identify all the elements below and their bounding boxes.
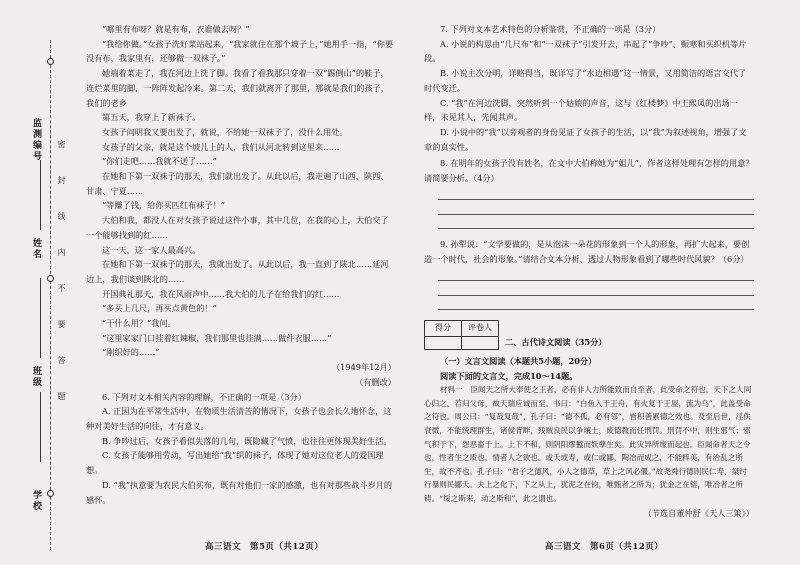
binding-strip bbox=[0, 0, 76, 565]
question-7-option-c[interactable]: C. “我”在河边洗脚，突然听到一个姑娘的声音，这与《红楼梦》中王熙凤的出场一样，未见其人，先闻其声。 bbox=[424, 97, 738, 123]
story-paragraph: “多买上几尺，再买点黄色的！” bbox=[102, 303, 217, 314]
material-attribution: （节选自董仲舒《天人三策》） bbox=[643, 507, 754, 518]
answer-line[interactable] bbox=[438, 200, 754, 215]
question-7-option-b[interactable]: B. 小说主次分明，详略得当，既详写了“水边相遇”这一情景，又用简洁的语言交代了时代变迁。 bbox=[424, 68, 747, 93]
page-5-footer: 高三语文 第5页（共12页） bbox=[205, 542, 324, 552]
question-6-stem: 6. 下列对文本相关内容的理解，不正确的一项是（3分） bbox=[102, 391, 306, 402]
page-6-footer: 高三语文 第6页（共12页） bbox=[545, 542, 664, 552]
story-paragraph: “干什么用？”我问。 bbox=[102, 318, 176, 329]
name-label: 姓名 bbox=[31, 238, 41, 260]
score-table bbox=[424, 320, 499, 350]
story-paragraph: “你们走吧……我就不送了……” bbox=[102, 156, 217, 167]
story-paragraph: 这一天，这一家人最高兴。 bbox=[102, 244, 201, 255]
school-label: 学校 bbox=[31, 490, 41, 512]
answer-line[interactable] bbox=[438, 296, 754, 311]
classical-text-material: 材料一 臣闻天之所大奉使之王者，必有非人力所能致而自至者，此受命之符也。天下之人同心归之，若归父母，故天瑞应诚而至。书曰：“白鱼入于王舟，有火复于王屋，流为乌”，此盖受命之符也。周公曰：“复哉复哉”，孔子曰：“德不孤，必有邻”，皆积善累德之效也。及至后世，淫佚衰微，不能统理群生，诸侯背畔，残贼良民以争壤土，废德教而任刑罚。刑罚不中，则生邪气；邪气积于下，怨恶畜于上。上下不和，则阴阳缪盭而妖孽生矣。此灾异所缘而起也。臣闻命者天之令也，性者生之质也，情者人之欲也。或夭或寿，或仁或鄙，陶冶而成之，不能粹美，有治乱之所生，故不齐也。孔子曰：“君子之德风，小人之德草，草上之风必偃。”故尧舜行德则民仁寿，桀纣行暴则民鄙夭。夫上之化下，下之从上，犹泥之在钧，唯甄者之所为；犹金之在镕，唯冶者之所铸。“绥之斯来，动之斯和”，此之谓也。 bbox=[424, 385, 752, 503]
story-paragraph: “等赚了钱，给你买匹红布袜子！” bbox=[102, 200, 225, 211]
story-paragraph: 她端着菜走了，我在河边上洗了脚。我看了看我那只穿着一双“踢倒山”的鞋子，连烂菜里的脚，一阵阵发起冷来。第二天，我们就离开了那里，那就是我们的孩子，我们的老乡 bbox=[86, 68, 389, 108]
seal-line-notice: 密封线内不要答题 bbox=[57, 140, 66, 428]
section-2-title: 二、古代诗文阅读（35分） bbox=[505, 337, 607, 348]
name-line[interactable] bbox=[40, 278, 41, 358]
answer-line[interactable] bbox=[438, 215, 754, 230]
story-paragraph: 在她和下第一双袜子的那天，我就出发了。从此以后，我一直到了陕北……延河边上，我们谈到陕北的…… bbox=[86, 259, 389, 284]
grader-label: 评卷人 bbox=[462, 321, 499, 337]
story-paragraph: 女孩子的父亲，就是这个坡儿上的人，我们从河北转到这里来…… bbox=[102, 141, 340, 152]
story-paragraph: “刚织好的……” bbox=[102, 347, 160, 358]
question-7-stem: 7. 下列对文本艺术特色的分析鉴赏，不正确的一项是（3分） bbox=[440, 24, 661, 34]
punch-hole bbox=[47, 275, 54, 282]
story-paragraph: 在她和下第一双袜子的那天，我们就出发了。从此以后，我走遍了山西、陕西、甘肃、宁夏…… bbox=[86, 171, 389, 196]
question-7-option-d[interactable]: D. 小说中的“我”以旁观者的身份见证了女孩子的生活，以“我”为叙述视角，增强了文章的真实性。 bbox=[424, 126, 747, 152]
question-8-stem: 8. 在明年的女孩子没有姓名，在文中大伯称她为“姐儿”，作者这样处理有怎样的用意？请简要分析。（4分） bbox=[424, 158, 754, 184]
question-6-option-a[interactable]: A. 正因为在平常生活中，在物质生活清苦的情况下，女孩子也会长久地怀念，这种对美好生活的向往，才有意义。 bbox=[86, 406, 392, 431]
question-6-option-b[interactable]: B. 争吵过后，女孩子看似失落的几句，既隐藏了气愤，也往往更体现美好生活。 bbox=[102, 435, 392, 446]
story-paragraph: 开国典礼那天，我在风雨声中……我大伯的儿子在给我们的红…… bbox=[102, 288, 340, 299]
story-paragraph: “哪里有布呀？就是有布，衣谁做去呀？” bbox=[102, 24, 250, 34]
right-page bbox=[424, 22, 754, 520]
class-line[interactable] bbox=[40, 392, 41, 462]
class-label: 班级 bbox=[31, 366, 41, 388]
score-label: 得分 bbox=[425, 321, 462, 337]
subsection-title: （一）文言文阅读（本题共5小题，20分） bbox=[440, 355, 597, 366]
story-paragraph: 女孩子问明我又要出发了，就说，不给她一双袜子了，没什么用处。 bbox=[102, 126, 348, 137]
section-header bbox=[424, 320, 754, 350]
story-source-note: （有删改） bbox=[355, 376, 396, 387]
story-paragraph: 第五天，我穿上了新袜子。 bbox=[102, 112, 201, 123]
story-date: （1949年12月） bbox=[331, 362, 396, 373]
story-paragraph: “我给你做。”女孩子洗好菜站起来，“我家就住在那个坡子上，”她用手一指，“你要没有布，我家里有，还够做一双袜子。” bbox=[86, 38, 394, 64]
story-paragraph: “这里家家门口挂着红辣椒，我们那里也挂满……做件衣服……” bbox=[102, 332, 332, 343]
punch-hole bbox=[47, 490, 54, 497]
answer-line[interactable] bbox=[438, 186, 754, 201]
exam-number-label: 监测编号 bbox=[31, 118, 41, 162]
punch-hole bbox=[47, 58, 54, 65]
grader-cell[interactable] bbox=[462, 336, 499, 349]
answer-line[interactable] bbox=[438, 281, 754, 296]
question-9-stem: 9. 孙犁说：“文学要做的，是从泡沫一朵花的形象到一个人的形象，再扩大起来，要创造一个时代，社会的形象。”请结合文本分析，透过人物形象看到了哪些时代风貌？（6分） bbox=[424, 239, 750, 264]
story-paragraph: 大伯和我，都没人在对女孩子说过这件小事，其中几位，在我的心上，大伯交了一个能够找到的红…… bbox=[86, 215, 389, 240]
exam-number-line[interactable] bbox=[40, 160, 41, 230]
left-page bbox=[86, 22, 396, 507]
question-6-option-c[interactable]: C. 女孩子能够用劳动，写出她给“我”织的袜子，体现了她对这位老人的爱国理想。 bbox=[86, 450, 384, 476]
answer-line[interactable] bbox=[438, 267, 754, 282]
question-6-option-d[interactable]: D. “我”执意要为农民大伯买布，既有对他们一家的感激，也有对那些战斗岁月的感怀。 bbox=[86, 479, 393, 505]
seal-dashed-line bbox=[50, 40, 51, 550]
reading-instruction: 阅读下面的文言文，完成10～14题。 bbox=[440, 370, 578, 381]
question-7-option-a[interactable]: A. 小说的构思由“几尺布”和“一双袜子”引发开去，串起了“争吵”、赈寒和买织机等片段。 bbox=[424, 38, 747, 64]
score-cell[interactable] bbox=[425, 336, 462, 349]
